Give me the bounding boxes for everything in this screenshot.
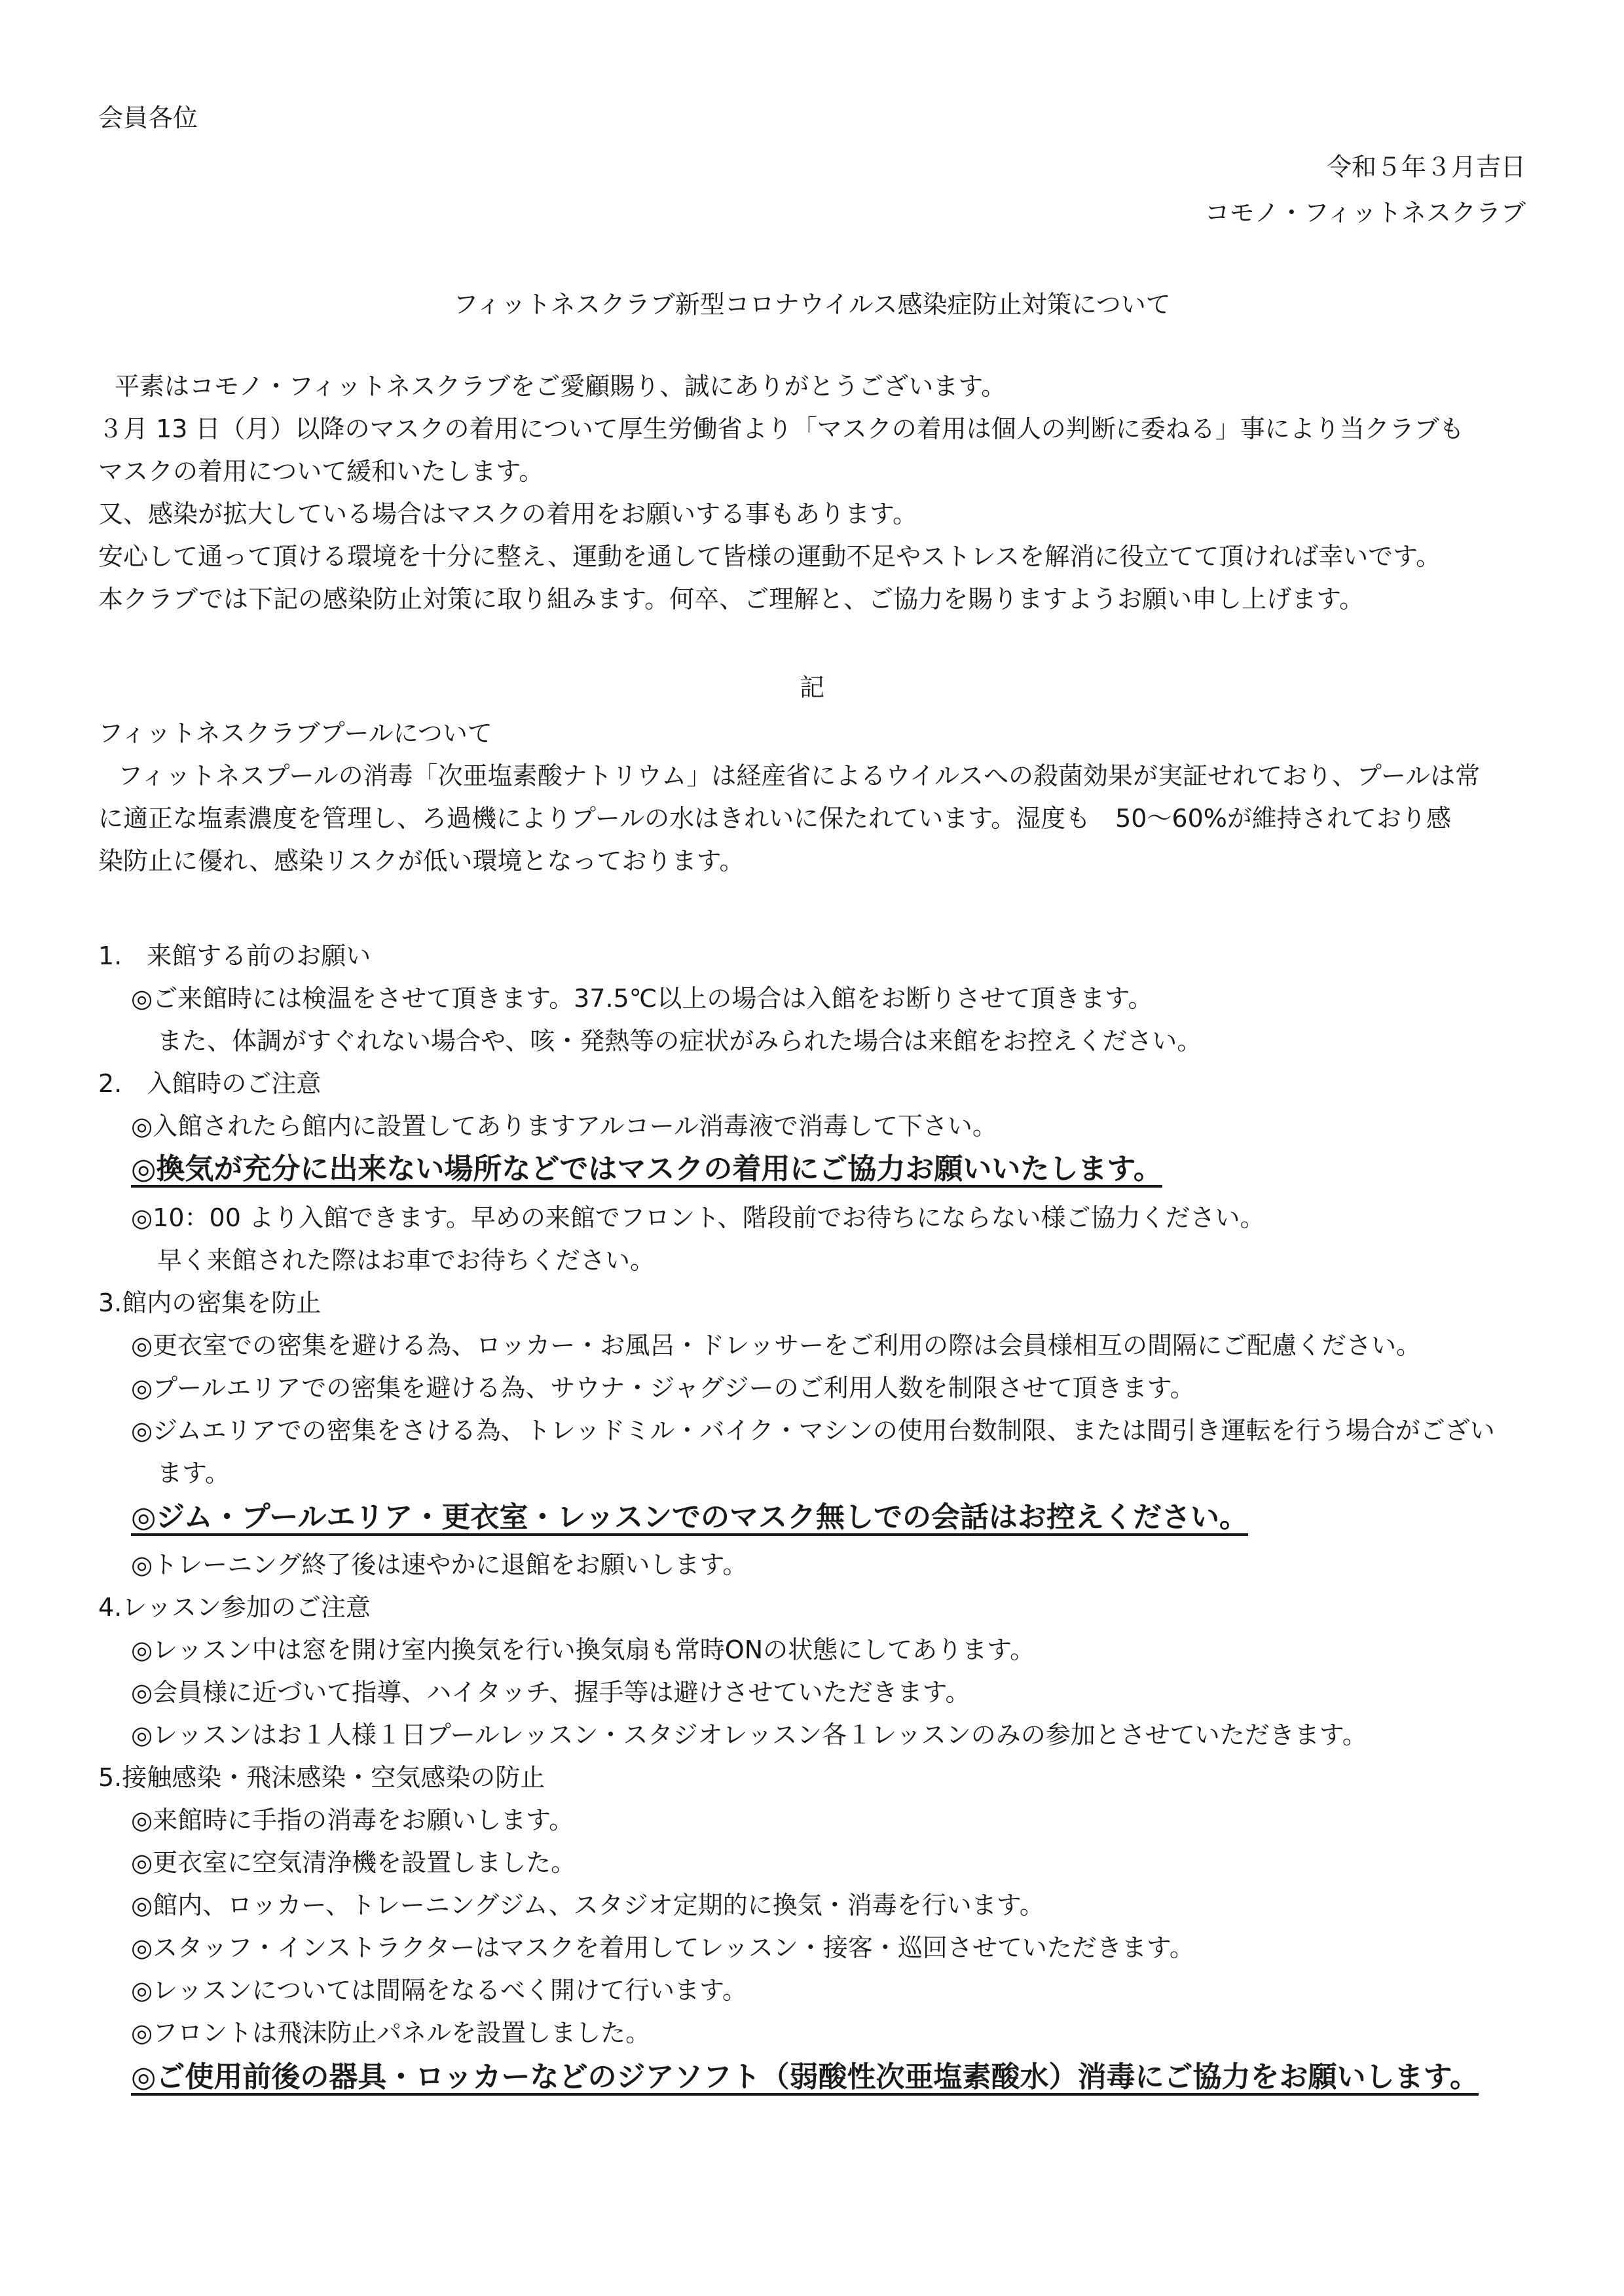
section-4-item: ◎会員様に近づいて指導、ハイタッチ、握手等は避けさせていただきます。	[131, 1678, 970, 1707]
section-2-item-cont: 早く来館された際はお車でお待ちください。	[157, 1246, 655, 1275]
section-4-heading: 4.レッスン参加のご注意	[98, 1593, 371, 1622]
section-1-item: ◎ご来館時には検温をさせて頂きます。37.5℃以上の場合は入館をお断りさせて頂きます。	[131, 984, 1153, 1013]
section-3-heading: 3.館内の密集を防止	[98, 1288, 322, 1317]
intro-line-3: マスクの着用について緩和いたします。	[98, 457, 544, 486]
pool-heading: フィットネスクラブプールについて	[98, 719, 492, 748]
intro-line-2: ３月 13 日（月）以降のマスクの着用について厚生労働省より「マスクの着用は個人の判断に委ねる」事により当クラブも	[98, 414, 1464, 443]
section-3-item: ◎更衣室での密集を避ける為、ロッカー・お風呂・ドレッサーをご利用の際は会員様相互の間隔にご配慮ください。	[131, 1331, 1422, 1360]
section-5-item: ◎館内、ロッカー、トレーニングジム、スタジオ定期的に換気・消毒を行います。	[131, 1891, 1044, 1920]
section-2-emphasis: ◎換気が充分に出来ない場所などではマスクの着用にご協力お願いいたします。	[131, 1152, 1162, 1186]
section-5-emphasis: ◎ご使用前後の器具・ロッカーなどのジアソフト（弱酸性次亜塩素酸水）消毒にご協力をお願いします。	[131, 2060, 1479, 2094]
addressee: 会員各位	[98, 103, 198, 132]
section-5-heading: 5.接触感染・飛沫感染・空気感染の防止	[98, 1763, 545, 1792]
sender-name: コモノ・フィットネスクラブ	[1204, 198, 1526, 227]
section-5-item: ◎レッスンについては間隔をなるべく開けて行います。	[131, 1976, 747, 2005]
section-3-item: ◎プールエリアでの密集を避ける為、サウナ・ジャグジーのご利用人数を制限させて頂きます。	[131, 1374, 1195, 1402]
intro-line-6: 本クラブでは下記の感染防止対策に取り組みます。何卒、ご理解と、ご協力を賜りますようお願い申し上げます。	[98, 585, 1365, 613]
section-3-item: ◎ジムエリアでの密集をさける為、トレッドミル・バイク・マシンの使用台数制限、または間引き運転を行う場合がござい	[131, 1416, 1495, 1445]
pool-line-1: フィットネスプールの消毒「次亜塩素酸ナトリウム」は経産省によるウイルスへの殺菌効果が実証せれており、プールは常	[118, 761, 1481, 790]
pool-line-3: 染防止に優れ、感染リスクが低い環境となっております。	[98, 847, 745, 875]
intro-line-1: 平素はコモノ・フィットネスクラブをご愛顧賜り、誠にありがとうございます。	[115, 372, 1006, 401]
document-title: フィットネスクラブ新型コロナウイルス感染症防止対策について	[453, 290, 1171, 319]
issue-date: 令和５年３月吉日	[1326, 153, 1526, 181]
intro-line-4: 又、感染が拡大している場合はマスクの着用をお願いする事もあります。	[98, 500, 917, 528]
section-2-item: ◎10：00 より入館できます。早めの来館でフロント、階段前でお待ちにならない様ご協力ください。	[131, 1203, 1265, 1232]
section-3-item: ◎トレーニング終了後は速やかに退館をお願いします。	[131, 1550, 748, 1579]
section-3-emphasis: ◎ジム・プールエリア・更衣室・レッスンでのマスク無しでの会話はお控えください。	[131, 1501, 1248, 1534]
intro-line-5: 安心して通って頂ける環境を十分に整え、運動を通して皆様の運動不足やストレスを解消に役立てて頂ければ幸いです。	[98, 542, 1441, 571]
section-5-item: ◎スタッフ・インストラクターはマスクを着用してレッスン・接客・巡回させていただきます。	[131, 1933, 1194, 1962]
section-5-item: ◎フロントは飛沫防止パネルを設置しました。	[131, 2018, 651, 2047]
section-3-item-cont: ます。	[157, 1459, 230, 1487]
ki-marker: 記	[799, 673, 824, 702]
section-4-item: ◎レッスン中は窓を開け室内換気を行い換気扇も常時ONの状態にしてあります。	[131, 1635, 1035, 1664]
section-2-item: ◎入館されたら館内に設置してありますアルコール消毒液で消毒して下さい。	[131, 1112, 997, 1140]
section-1-heading: 1. 来館する前のお願い	[98, 941, 371, 970]
pool-line-2: に適正な塩素濃度を管理し、ろ過機によりプールの水はきれいに保たれています。湿度も 50～60%が維持されており感	[98, 804, 1451, 833]
section-5-item: ◎来館時に手指の消毒をお願いします。	[131, 1806, 574, 1834]
section-4-item: ◎レッスンはお１人様１日プールレッスン・スタジオレッスン各１レッスンのみの参加とさせていただきます。	[131, 1721, 1367, 1749]
section-1-item-cont: また、体調がすぐれない場合や、咳・発熱等の症状がみられた場合は来館をお控えください。	[157, 1027, 1202, 1055]
section-5-item: ◎更衣室に空気清浄機を設置しました。	[131, 1848, 576, 1877]
section-2-heading: 2. 入館時のご注意	[98, 1069, 322, 1098]
